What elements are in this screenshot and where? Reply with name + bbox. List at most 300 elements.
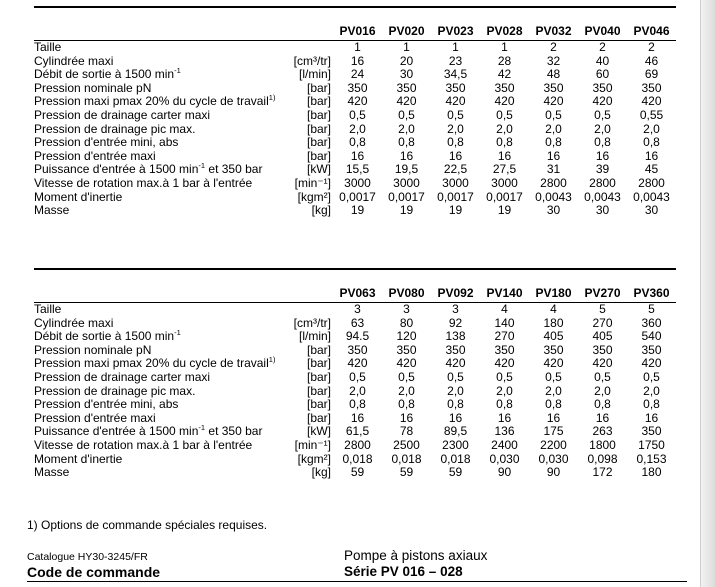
value-cell: 0,018 [342,451,373,466]
parameter-label: Cylindrée maxi [34,315,114,330]
parameter-label: Taille [34,302,62,316]
value-cell: 59 [399,465,414,480]
value-cell: 2,0 [349,383,366,398]
value-cell: 39 [595,162,610,177]
value-cell: 23 [448,53,463,68]
value-cell: 2800 [638,175,665,190]
value-cell: 350 [641,424,662,439]
value-cell: 16 [399,410,414,425]
value-cell: 1750 [638,437,665,452]
value-cell: 2,0 [447,383,464,398]
value-cell: 2,0 [643,121,660,136]
value-cell: 0,5 [398,107,415,122]
model-header: PV023 [437,24,474,39]
value-cell: 40 [595,53,610,68]
value-cell: 0,8 [398,397,415,412]
value-cell: 42 [497,67,512,82]
parameter-name [34,123,287,137]
value-cell: 28 [497,53,512,68]
value-cell: 19 [399,203,414,218]
value-cell: 16 [350,148,365,163]
value-cell: 0,5 [447,107,464,122]
value-cell: 3000 [393,175,420,190]
value-cell: 80 [399,315,414,330]
superscript: -1 [174,328,181,338]
table-row [34,163,676,177]
parameter-name [34,303,287,317]
value-cell: 420 [543,356,564,371]
value-cell: 3000 [344,175,371,190]
value-cell: 350 [396,80,417,95]
value-cell: 1 [403,40,410,54]
value-cell: 2,0 [594,383,611,398]
value-cell: 350 [494,80,515,95]
value-cell: 30 [595,203,610,218]
value-cell: 0,5 [545,369,562,384]
value-cell: 3 [452,302,459,316]
parameter-label: Pression maxi pmax 20% du cycle de travail [34,356,269,371]
parameter-name [34,357,287,371]
model-header: PV092 [437,286,474,301]
value-cell: 420 [396,94,417,109]
parameter-label: Moment d'inertie [34,451,123,466]
value-cell: 0,8 [545,397,562,412]
superscript: -1 [198,161,206,171]
table-row [34,303,676,317]
table-row [34,371,676,385]
unit-cell: [bar] [306,356,331,371]
unit-cell: [bar] [306,135,331,150]
model-header: PV140 [486,286,523,301]
parameter-label: Pression nominale pN [34,80,152,95]
table-row [34,177,676,191]
parameter-name [34,425,287,439]
value-cell: 420 [445,94,466,109]
value-cell: 0,0043 [584,189,621,204]
value-cell: 16 [595,410,610,425]
value-cell: 2,0 [398,121,415,136]
value-cell: 5 [648,302,655,316]
section-title: Code de commande [27,564,161,580]
parameter-label: Pression d'entrée mini, abs [34,135,179,150]
spec-table-2 [34,284,676,480]
value-cell: 1 [452,40,459,54]
value-cell: 2500 [393,437,420,452]
value-cell: 540 [641,329,662,344]
value-cell: 16 [350,410,365,425]
unit-cell: [kgm²] [297,451,331,466]
value-cell: 1800 [589,437,616,452]
unit-cell: [bar] [306,80,331,95]
parameter-label: Pression de drainage carter maxi [34,369,211,384]
value-cell: 420 [494,94,515,109]
value-cell: 350 [641,80,662,95]
table-row [34,123,676,137]
value-cell: 0,5 [496,107,513,122]
parameter-label: Puissance d'entrée à 1500 min [34,424,199,439]
table-row [34,385,676,399]
value-cell: 2,0 [545,383,562,398]
parameter-label: Débit de sortie à 1500 min [34,67,175,82]
parameter-name [34,191,287,205]
table-row [34,453,676,467]
table-row [34,191,676,205]
parameter-name [34,177,287,191]
product-title: Pompe à pistons axiaux [344,548,488,563]
value-cell: 4 [550,302,557,316]
value-cell: 2800 [589,175,616,190]
model-header: PV063 [339,286,376,301]
series-title: Série PV 016 – 028 [344,564,463,579]
value-cell: 420 [592,356,613,371]
value-cell: 16 [399,148,414,163]
value-cell: 2,0 [545,121,562,136]
value-cell: 16 [497,148,512,163]
superscript: 1) [268,93,276,103]
value-cell: 2,0 [496,121,513,136]
value-cell: 16 [546,410,561,425]
value-cell: 90 [497,465,512,480]
superscript: -1 [198,423,206,433]
parameter-label: Vitesse de rotation max.à 1 bar à l'entrée [34,175,253,190]
table-row [34,330,676,344]
unit-cell: [l/min] [298,329,331,344]
value-cell: 0,018 [391,451,422,466]
unit-cell: [bar] [306,397,331,412]
catalog-number: Catalogue HY30-3245/FR [27,551,148,563]
value-cell: 89,5 [443,424,468,439]
unit-cell: [kgm²] [297,189,331,204]
value-cell: 405 [543,329,564,344]
value-cell: 138 [445,329,466,344]
value-cell: 27,5 [492,162,517,177]
value-cell: 2 [648,40,655,54]
value-cell: 0,55 [639,107,664,122]
value-cell: 0,0043 [535,189,572,204]
value-cell: 0,8 [349,397,366,412]
value-cell: 0,0017 [339,189,376,204]
unit-cell: [bar] [306,383,331,398]
value-cell: 2 [550,40,557,54]
value-cell: 16 [595,148,610,163]
model-header: PV360 [633,286,670,301]
value-cell: 34,5 [443,67,468,82]
value-cell: 420 [494,356,515,371]
unit-cell: [bar] [306,107,331,122]
table-row [34,68,676,82]
unit-cell: [cm³/tr] [293,315,331,330]
value-cell: 350 [347,80,368,95]
parameter-name [34,109,287,123]
value-cell: 0,8 [496,397,513,412]
value-cell: 31 [546,162,561,177]
value-cell: 0,030 [538,451,569,466]
value-cell: 59 [350,465,365,480]
value-cell: 4 [501,302,508,316]
table-row [34,95,676,109]
value-cell: 0,153 [636,451,667,466]
table-row [34,466,676,480]
unit-cell: [bar] [306,369,331,384]
value-cell: 1 [354,40,361,54]
value-cell: 2,0 [643,383,660,398]
table-row [34,204,676,218]
model-header: PV080 [388,286,425,301]
unit-cell: [kW] [307,424,331,439]
unit-cell: [cm³/tr] [293,53,331,68]
value-cell: 2,0 [447,121,464,136]
value-cell: 2800 [540,175,567,190]
value-cell: 3000 [491,175,518,190]
value-cell: 0,8 [594,397,611,412]
value-cell: 61,5 [345,424,370,439]
value-cell: 16 [546,148,561,163]
value-cell: 0,8 [496,135,513,150]
parameter-label: Pression nominale pN [34,342,152,357]
value-cell: 350 [543,80,564,95]
value-cell: 0,5 [643,369,660,384]
value-cell: 0,8 [545,135,562,150]
parameter-label: Pression d'entrée mini, abs [34,397,179,412]
value-cell: 0,5 [349,369,366,384]
parameter-name [34,204,287,218]
parameter-label: Pression de drainage pic max. [34,121,196,136]
table-row [34,398,676,412]
value-cell: 350 [592,80,613,95]
value-cell: 19 [448,203,463,218]
model-header: PV040 [584,24,621,39]
value-cell: 0,5 [496,369,513,384]
unit-cell: [kW] [307,162,331,177]
table-row [34,41,676,55]
value-cell: 30 [644,203,659,218]
value-cell: 350 [445,80,466,95]
parameter-label: Taille [34,40,62,54]
value-cell: 420 [445,356,466,371]
value-cell: 420 [543,94,564,109]
parameter-name [34,385,287,399]
parameter-name [34,95,287,109]
value-cell: 420 [592,94,613,109]
page-frame-edge [700,0,715,587]
value-cell: 16 [644,410,659,425]
value-cell: 19,5 [394,162,419,177]
value-cell: 2,0 [349,121,366,136]
model-header: PV180 [535,286,572,301]
model-header: PV270 [584,286,621,301]
footer-rule [27,581,687,582]
value-cell: 32 [546,53,561,68]
parameter-label: Pression de drainage carter maxi [34,107,211,122]
parameter-label: Masse [34,465,70,480]
value-cell: 405 [592,329,613,344]
value-cell: 350 [641,342,662,357]
value-cell: 2200 [540,437,567,452]
value-cell: 350 [347,342,368,357]
parameter-name [34,163,287,177]
value-cell: 350 [396,342,417,357]
value-cell: 20 [399,53,414,68]
value-cell: 0,5 [447,369,464,384]
value-cell: 180 [641,465,662,480]
parameter-label-suffix: et 350 bar [205,424,263,439]
table1-top-rule [34,6,676,8]
model-header: PV028 [486,24,523,39]
table-row [34,357,676,371]
parameter-label: Pression maxi pmax 20% du cycle de travail [34,94,269,109]
table-row [34,425,676,439]
value-cell: 136 [494,424,515,439]
unit-cell [287,41,333,55]
unit-cell [287,303,333,317]
unit-cell: [kg] [311,203,331,218]
value-cell: 0,098 [587,451,618,466]
value-cell: 2300 [442,437,469,452]
value-cell: 350 [543,342,564,357]
value-cell: 360 [641,315,662,330]
value-cell: 48 [546,67,561,82]
value-cell: 59 [448,465,463,480]
value-cell: 0,018 [440,451,471,466]
value-cell: 2 [599,40,606,54]
value-cell: 2400 [491,437,518,452]
value-cell: 0,8 [349,135,366,150]
value-cell: 140 [494,315,515,330]
parameter-label: Débit de sortie à 1500 min [34,329,175,344]
value-cell: 0,5 [594,107,611,122]
parameter-name [34,439,287,453]
value-cell: 420 [396,356,417,371]
value-cell: 0,5 [545,107,562,122]
value-cell: 2800 [344,437,371,452]
value-cell: 420 [347,356,368,371]
superscript: 1) [268,355,276,365]
parameter-name [34,68,287,82]
value-cell: 420 [347,94,368,109]
value-cell: 63 [350,315,365,330]
value-cell: 420 [641,94,662,109]
model-header: PV046 [633,24,670,39]
value-cell: 94.5 [345,329,370,344]
unit-cell: [min⁻¹] [294,437,331,452]
value-cell: 3 [354,302,361,316]
value-cell: 0,8 [447,397,464,412]
table-row [34,136,676,150]
value-cell: 0,8 [643,135,660,150]
value-cell: 5 [599,302,606,316]
value-cell: 270 [494,329,515,344]
unit-cell: [bar] [306,148,331,163]
value-cell: 16 [448,148,463,163]
value-cell: 16 [644,148,659,163]
value-cell: 0,0017 [437,189,474,204]
value-cell: 0,8 [398,135,415,150]
spec-table-1 [34,22,676,218]
unit-cell: [bar] [306,121,331,136]
value-cell: 350 [592,342,613,357]
value-cell: 0,0017 [486,189,523,204]
parameter-label: Pression de drainage pic max. [34,383,196,398]
value-cell: 0,5 [349,107,366,122]
unit-cell: [bar] [306,410,331,425]
value-cell: 24 [350,67,365,82]
value-cell: 60 [595,67,610,82]
value-cell: 46 [644,53,659,68]
value-cell: 19 [497,203,512,218]
unit-cell: [kg] [311,465,331,480]
value-cell: 90 [546,465,561,480]
footnote: 1) Options de commande spéciales requises. [27,518,268,532]
parameter-label: Cylindrée maxi [34,53,114,68]
unit-cell: [l/min] [298,67,331,82]
value-cell: 2,0 [594,121,611,136]
value-cell: 69 [644,67,659,82]
value-cell: 15,5 [345,162,370,177]
parameter-label: Pression d'entrée maxi [34,410,156,425]
table2-header-row [34,284,676,303]
value-cell: 0,5 [398,369,415,384]
table1-header-row [34,22,676,41]
table1-header-rule [34,40,676,41]
parameter-name [34,136,287,150]
value-cell: 78 [399,424,414,439]
value-cell: 0,0043 [633,189,670,204]
parameter-name [34,41,287,55]
value-cell: 120 [396,329,417,344]
value-cell: 350 [494,342,515,357]
value-cell: 0,5 [594,369,611,384]
value-cell: 22,5 [443,162,468,177]
value-cell: 19 [350,203,365,218]
parameter-name [34,453,287,467]
model-header: PV016 [339,24,376,39]
value-cell: 0,0017 [388,189,425,204]
value-cell: 0,030 [489,451,520,466]
value-cell: 180 [543,315,564,330]
model-header: PV020 [388,24,425,39]
value-cell: 172 [592,465,613,480]
table2-header-rule [34,302,676,303]
parameter-name [34,330,287,344]
parameter-name [34,398,287,412]
value-cell: 175 [543,424,564,439]
parameter-name [34,466,287,480]
value-cell: 0,8 [643,397,660,412]
parameter-name [34,371,287,385]
table-row [34,109,676,123]
parameter-label: Moment d'inertie [34,189,123,204]
value-cell: 3000 [442,175,469,190]
unit-cell: [min⁻¹] [294,175,331,190]
value-cell: 16 [497,410,512,425]
value-cell: 30 [399,67,414,82]
table2-top-rule [34,268,676,270]
parameter-label: Vitesse de rotation max.à 1 bar à l'entrée [34,437,253,452]
value-cell: 1 [501,40,508,54]
model-header: PV032 [535,24,572,39]
value-cell: 3 [403,302,410,316]
parameter-label-suffix: et 350 bar [205,162,263,177]
value-cell: 30 [546,203,561,218]
unit-cell: [bar] [306,94,331,109]
superscript: -1 [174,66,181,76]
value-cell: 350 [445,342,466,357]
value-cell: 16 [448,410,463,425]
value-cell: 2,0 [496,383,513,398]
value-cell: 92 [448,315,463,330]
parameter-label: Masse [34,203,70,218]
value-cell: 263 [592,424,613,439]
